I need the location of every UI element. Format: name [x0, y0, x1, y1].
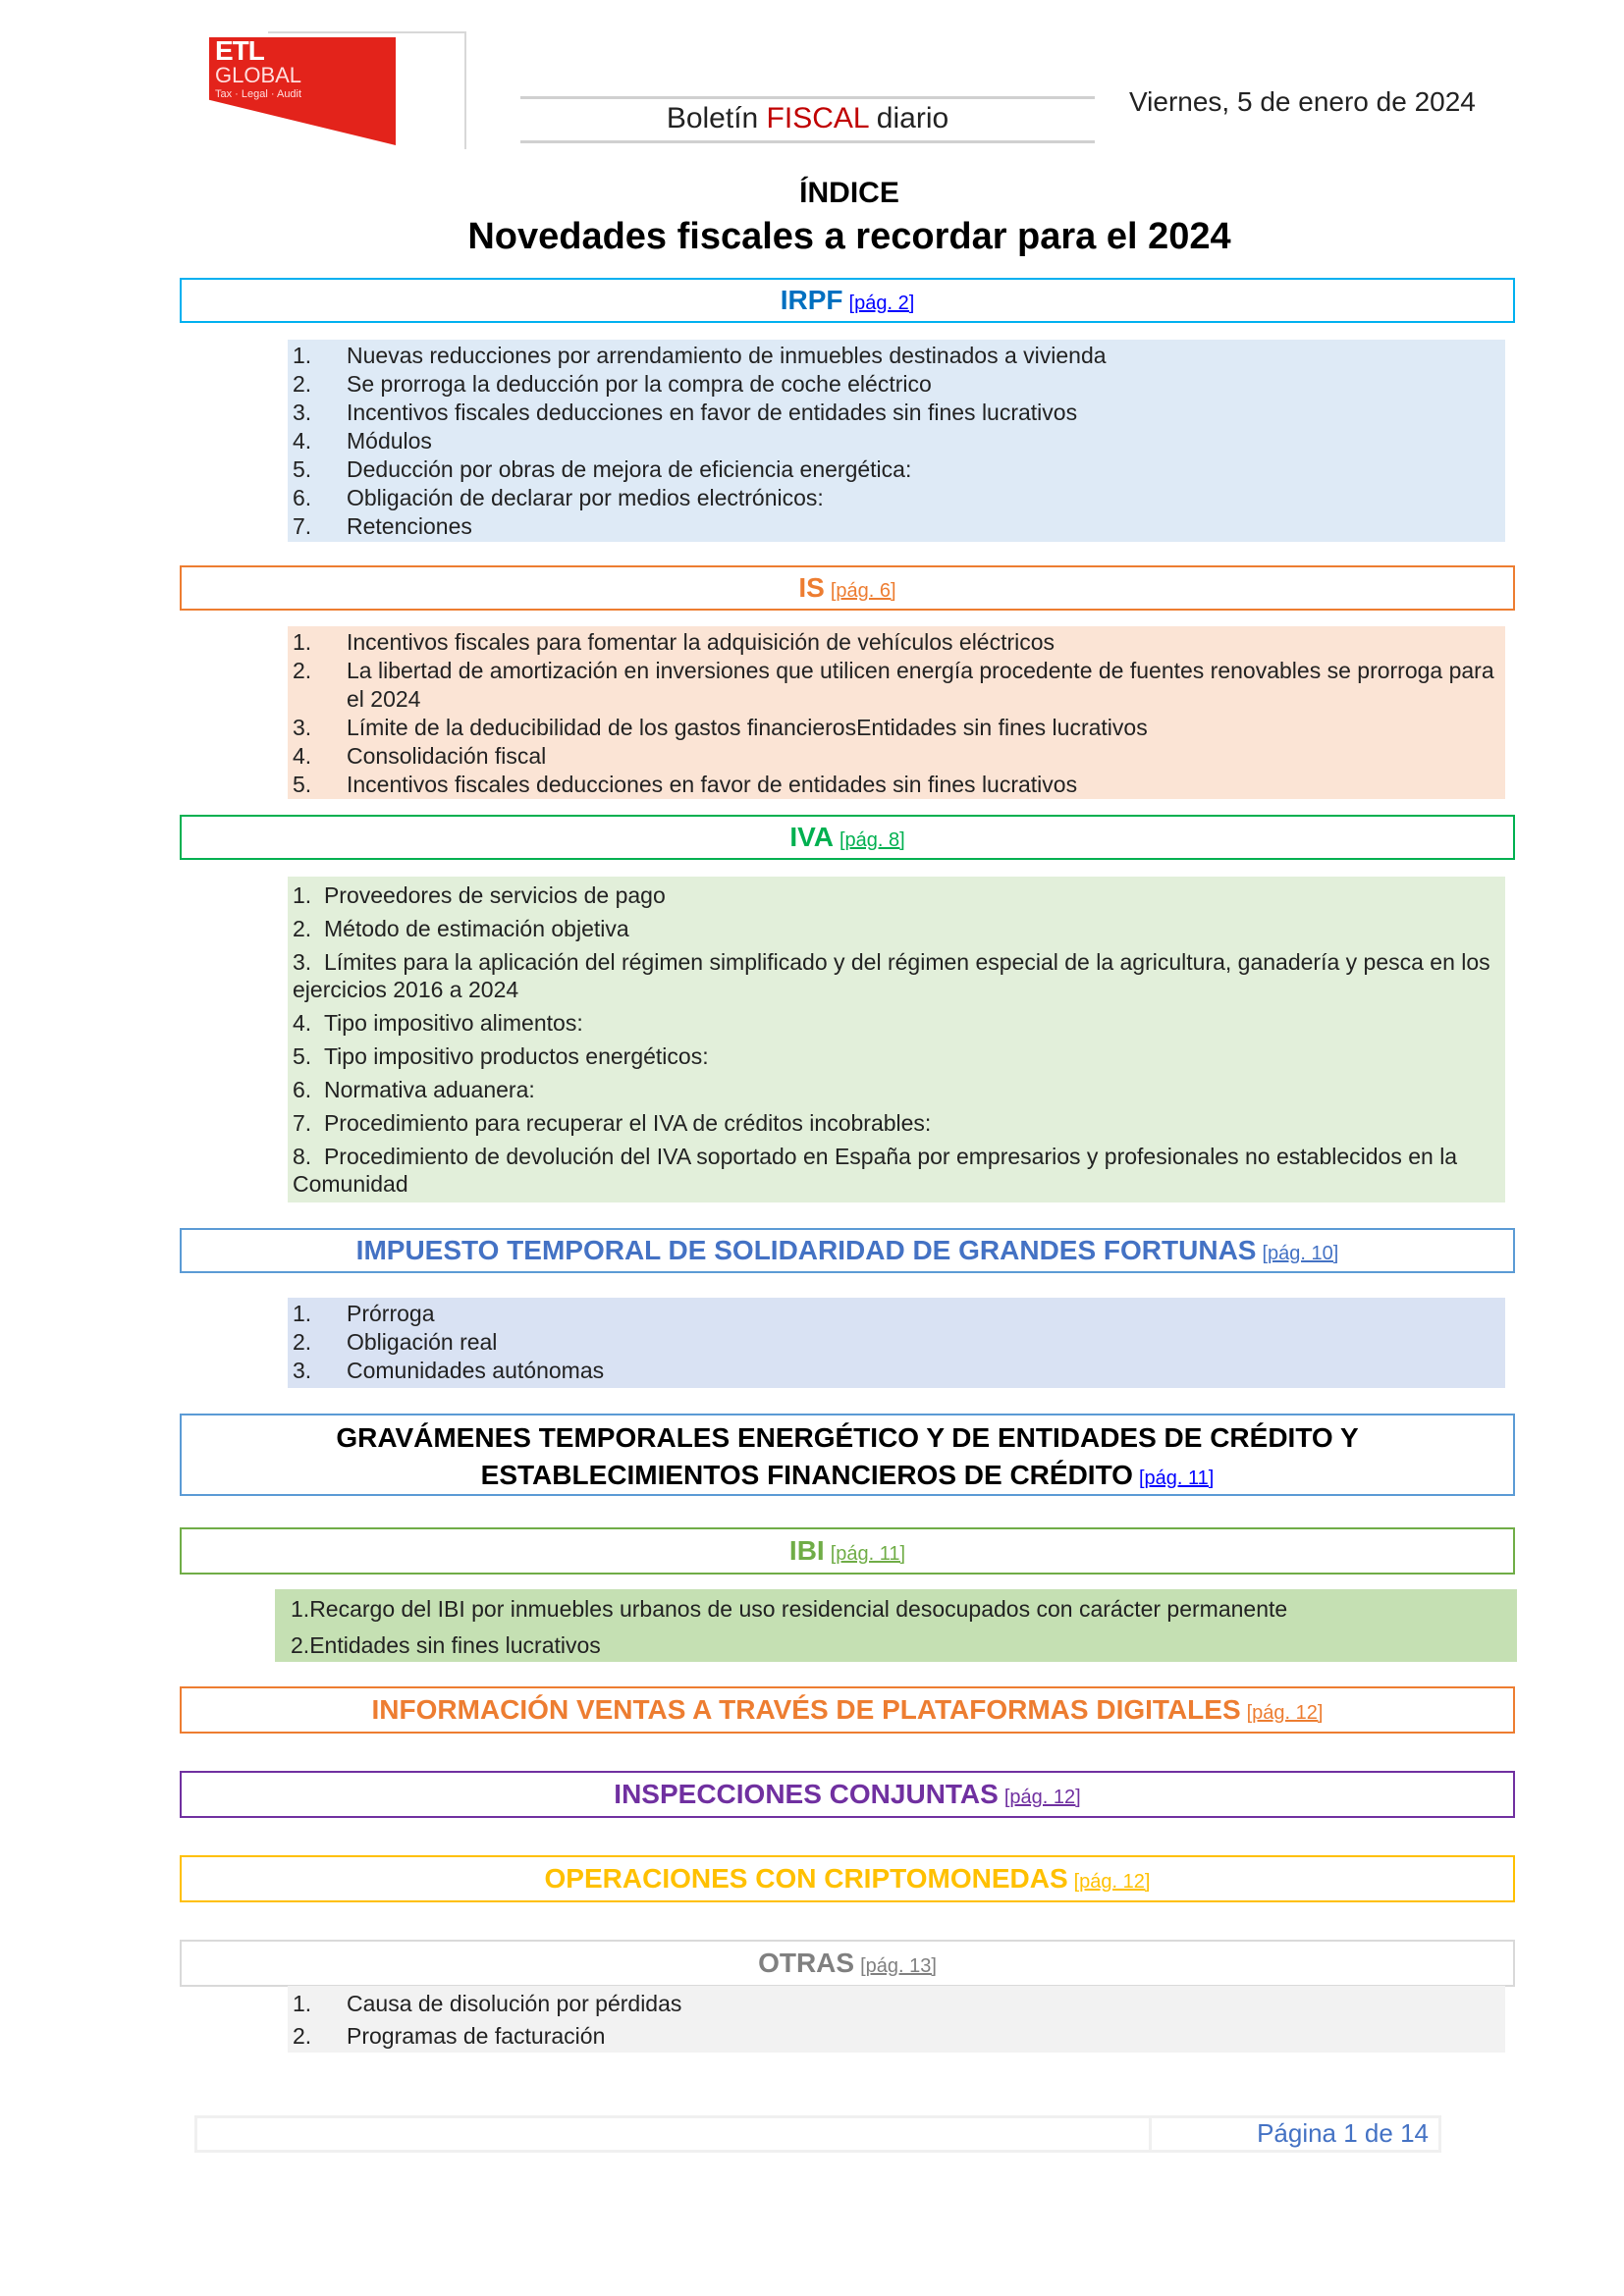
- section-title: IRPF: [780, 285, 843, 315]
- header-rule-top: [520, 96, 1095, 99]
- list-item: 5. Tipo impositivo productos energéticos:: [293, 1043, 709, 1069]
- list-item: 7. Procedimiento para recuperar el IVA de créditos incobrables:: [293, 1110, 932, 1136]
- page-link[interactable]: [pág. 10]: [1262, 1243, 1339, 1264]
- page-number: Página 1 de 14: [1257, 2118, 1429, 2148]
- section-iva-header: [180, 815, 1515, 860]
- index-title: ÍNDICE: [799, 177, 899, 209]
- bulletin-suffix: diario: [868, 102, 949, 134]
- section-title: INSPECCIONES CONJUNTAS: [614, 1779, 999, 1809]
- list-item: 4. Consolidación fiscal: [293, 743, 547, 769]
- section-irpf-list: [288, 340, 1505, 542]
- list-item: 4. Módulos: [293, 428, 432, 454]
- section-title: IS: [798, 572, 825, 603]
- header-rule-bottom: [520, 140, 1095, 143]
- logo-brand: ETL: [215, 35, 264, 66]
- section-ibi-header: [180, 1527, 1515, 1575]
- list-item: 3. Comunidades autónomas: [293, 1358, 605, 1383]
- list-item: 3. Incentivos fiscales deducciones en favor de entidades sin fines lucrativos: [293, 400, 1078, 425]
- list-item: 6. Normativa aduanera:: [293, 1077, 535, 1102]
- list-item: 2.Entidades sin fines lucrativos: [291, 1632, 601, 1658]
- list-item: 1. Incentivos fiscales para fomentar la adquisición de vehículos eléctricos: [293, 629, 1056, 655]
- section-is-header: [180, 565, 1515, 611]
- bulletin-date: Viernes, 5 de enero de 2024: [1129, 86, 1476, 117]
- section-title: IVA: [789, 822, 834, 852]
- page-link[interactable]: [pág. 12]: [1073, 1871, 1151, 1893]
- section-gravamenes-header: [180, 1414, 1515, 1496]
- list-item: 2. Obligación real: [293, 1329, 498, 1355]
- section-otras-header: [180, 1940, 1515, 1987]
- section-solidaridad-header: [180, 1228, 1515, 1273]
- bulletin-accent: FISCAL: [766, 102, 869, 134]
- page-link[interactable]: [pág. 6]: [830, 580, 896, 602]
- section-title: IBI: [788, 1535, 825, 1566]
- section-ibi-list: [275, 1589, 1517, 1662]
- section-plataformas-header: [180, 1686, 1515, 1734]
- list-item: 2. La libertad de amortización en inversiones que utilicen energía procedente de fuentes renovables se prorroga para el 2024: [293, 658, 1494, 712]
- list-item: 3. Límites para la aplicación del régimen simplificado y del régimen especial de la agricultura, ganadería y pesca en los ejercicios 2016 a 2024: [293, 949, 1490, 1002]
- list-item: 1. Proveedores de servicios de pago: [293, 882, 666, 908]
- logo-tagline: Tax · Legal · Audit: [215, 88, 302, 100]
- etl-global-logo: [209, 29, 464, 147]
- section-title: IMPUESTO TEMPORAL DE SOLIDARIDAD DE GRANDES FORTUNAS: [355, 1235, 1257, 1265]
- page-link[interactable]: [pág. 13]: [860, 1955, 937, 1977]
- bulletin-prefix: Boletín: [666, 102, 767, 134]
- list-item: 8. Procedimiento de devolución del IVA soportado en España por empresarios y profesionales no establecidos en la Comunidad: [293, 1144, 1458, 1197]
- list-item: 3. Límite de la deducibilidad de los gastos financierosEntidades sin fines lucrativos: [293, 715, 1148, 740]
- section-title: OPERACIONES CON CRIPTOMONEDAS: [544, 1863, 1068, 1894]
- list-item: 7. Retenciones: [293, 513, 472, 539]
- page-link[interactable]: [pág. 11]: [1138, 1468, 1215, 1489]
- page-link[interactable]: [pág. 12]: [1003, 1787, 1081, 1808]
- list-item: 1.Recargo del IBI por inmuebles urbanos de uso residencial desocupados con carácter permanente: [291, 1596, 1288, 1622]
- footer-separator: [1149, 2115, 1152, 2153]
- bulletin-title: [520, 102, 1095, 135]
- list-item: 1. Nuevas reducciones por arrendamiento de inmuebles destinados a vivienda: [293, 343, 1107, 368]
- section-is-list: [288, 626, 1505, 799]
- section-otras-list: [288, 1986, 1505, 2053]
- page-link[interactable]: [pág. 12]: [1246, 1702, 1324, 1724]
- logo-name: GLOBAL: [215, 63, 302, 87]
- section-criptomonedas-header: [180, 1855, 1515, 1902]
- section-irpf-header: [180, 278, 1515, 323]
- section-title: OTRAS: [758, 1948, 855, 1978]
- list-item: 1. Causa de disolución por pérdidas: [293, 1991, 682, 2016]
- main-title: Novedades fiscales a recordar para el 2024: [467, 216, 1231, 257]
- list-item: 2. Se prorroga la deducción por la compra de coche eléctrico: [293, 371, 932, 397]
- list-item: 5. Deducción por obras de mejora de eficiencia energética:: [293, 456, 912, 482]
- page-link[interactable]: [pág. 11]: [830, 1543, 906, 1565]
- page-link[interactable]: [pág. 2]: [848, 293, 915, 314]
- section-title: GRAVÁMENES TEMPORALES ENERGÉTICO Y DE ENTIDADES DE CRÉDITO Y ESTABLECIMIENTOS FINANCIEROS DE CRÉDITO: [336, 1422, 1359, 1490]
- section-inspecciones-header: [180, 1771, 1515, 1818]
- section-solidaridad-list: [288, 1298, 1505, 1388]
- section-iva-list: [288, 877, 1505, 1202]
- list-item: 2. Programas de facturación: [293, 2023, 606, 2049]
- page-link[interactable]: [pág. 8]: [839, 829, 905, 851]
- section-title: INFORMACIÓN VENTAS A TRAVÉS DE PLATAFORMAS DIGITALES: [371, 1694, 1241, 1725]
- list-item: 2. Método de estimación objetiva: [293, 916, 629, 941]
- list-item: 4. Tipo impositivo alimentos:: [293, 1010, 583, 1036]
- list-item: 5. Incentivos fiscales deducciones en favor de entidades sin fines lucrativos: [293, 772, 1078, 797]
- list-item: 1. Prórroga: [293, 1301, 435, 1326]
- list-item: 6. Obligación de declarar por medios electrónicos:: [293, 485, 824, 510]
